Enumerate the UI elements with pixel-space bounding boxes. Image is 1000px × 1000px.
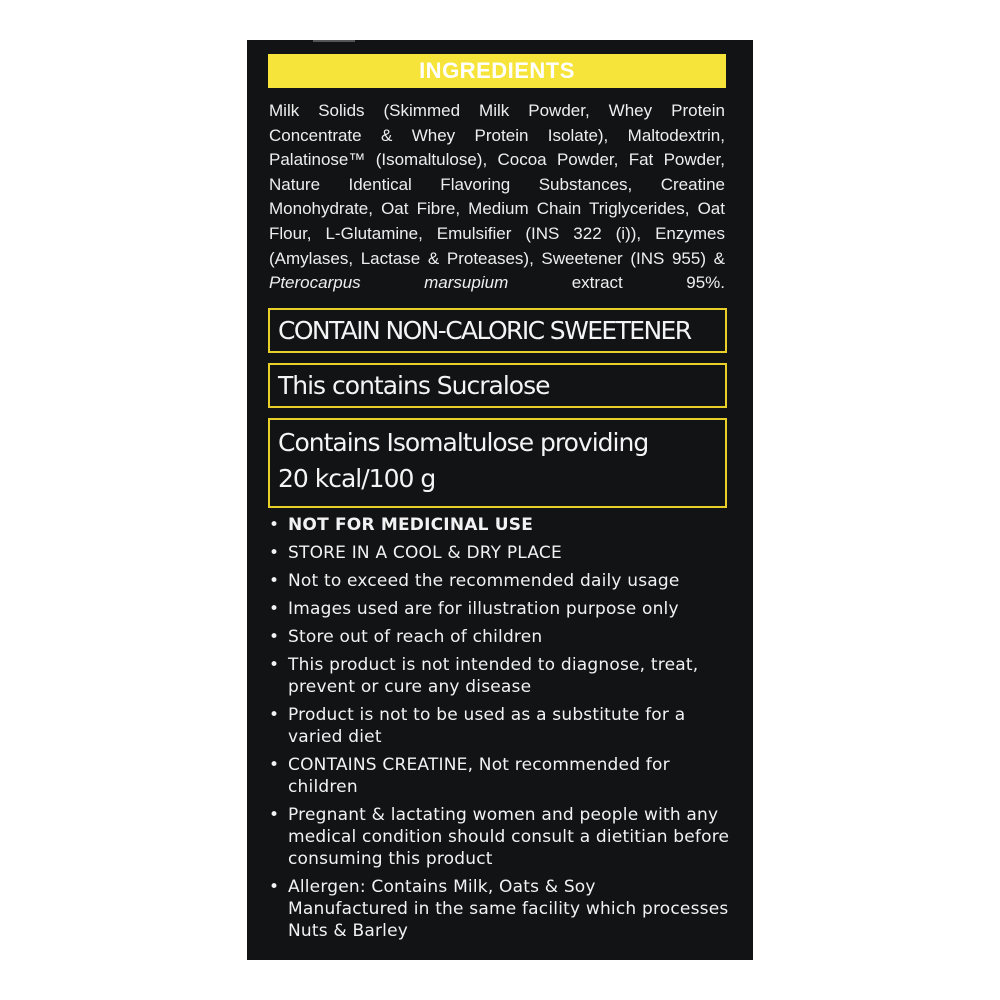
bullet-icon: • bbox=[269, 877, 280, 897]
list-item-text: Pregnant & lactating women and people with any medical condition should consult a dietitian before consuming this product bbox=[288, 805, 730, 869]
bullet-icon: • bbox=[269, 627, 280, 647]
list-item bbox=[269, 598, 739, 620]
product-label-panel bbox=[247, 40, 753, 960]
list-item-text: Not to exceed the recommended daily usage bbox=[288, 571, 680, 591]
bullet-icon: • bbox=[269, 755, 280, 775]
list-item bbox=[269, 754, 739, 798]
list-item bbox=[269, 570, 739, 592]
list-item-text: Images used are for illustration purpose only bbox=[288, 599, 679, 619]
list-item bbox=[269, 542, 739, 564]
ingredients-tail-prefix: (INS 955) & bbox=[630, 248, 725, 268]
bullet-icon: • bbox=[269, 571, 280, 591]
ingredients-list bbox=[269, 99, 725, 296]
divider-line bbox=[313, 40, 355, 42]
list-item bbox=[269, 654, 739, 698]
bullet-icon: • bbox=[269, 599, 280, 619]
warnings-list bbox=[269, 514, 739, 948]
list-item-text: Store out of reach of children bbox=[288, 627, 543, 647]
ingredients-tail-suffix: extract 95%. bbox=[508, 273, 725, 293]
ingredients-text-main: Milk Solids (Skimmed Milk Powder, Whey Protein Concentrate & Whey Protein Isolate), Maltodextrin, Palatinose™ (Isomaltulose), Cocoa Powder, Fat Powder, Nature Identical Flavoring Substances, Creatine Monohydrate, Oat Fibre, Medium Chain Triglycerides, Oat Flour, L-Glutamine, Emulsifier (INS 322 (i)), Enzymes (Amylases, Lactase & Proteases), Sweetener bbox=[269, 101, 725, 268]
list-item bbox=[269, 804, 739, 870]
list-item bbox=[269, 626, 739, 648]
list-item-text: STORE IN A COOL & DRY PLACE bbox=[288, 543, 562, 563]
list-item-text: NOT FOR MEDICINAL USE bbox=[288, 515, 534, 535]
list-item bbox=[269, 704, 739, 748]
bullet-icon: • bbox=[269, 655, 280, 675]
bullet-icon: • bbox=[269, 805, 280, 825]
notice-sweetener-text: CONTAIN NON-CALORIC SWEETENER bbox=[278, 316, 691, 345]
ingredients-tail-italic: Pterocarpus marsupium bbox=[269, 273, 509, 293]
notice-sucralose bbox=[268, 363, 727, 408]
notice-non-caloric-sweetener bbox=[268, 308, 727, 353]
list-item-text: Allergen: Contains Milk, Oats & Soy Manufactured in the same facility which processes Nuts & Barley bbox=[288, 877, 729, 941]
list-item-text: Product is not to be used as a substitute for a varied diet bbox=[288, 705, 686, 747]
list-item bbox=[269, 514, 739, 536]
notice-isomaltulose-text: Contains Isomaltulose providing 20 kcal/100 g bbox=[278, 428, 649, 493]
bullet-icon: • bbox=[269, 705, 280, 725]
cropped-top-text bbox=[247, 40, 753, 50]
list-item-text: This product is not intended to diagnose, treat, prevent or cure any disease bbox=[288, 655, 699, 697]
list-item bbox=[269, 876, 739, 942]
bullet-icon: • bbox=[269, 515, 280, 535]
notice-sucralose-text: This contains Sucralose bbox=[278, 371, 550, 400]
list-item-text: CONTAINS CREATINE, Not recommended for children bbox=[288, 755, 670, 797]
bullet-icon: • bbox=[269, 543, 280, 563]
ingredients-heading: INGREDIENTS bbox=[268, 54, 726, 88]
notice-isomaltulose bbox=[268, 418, 727, 508]
